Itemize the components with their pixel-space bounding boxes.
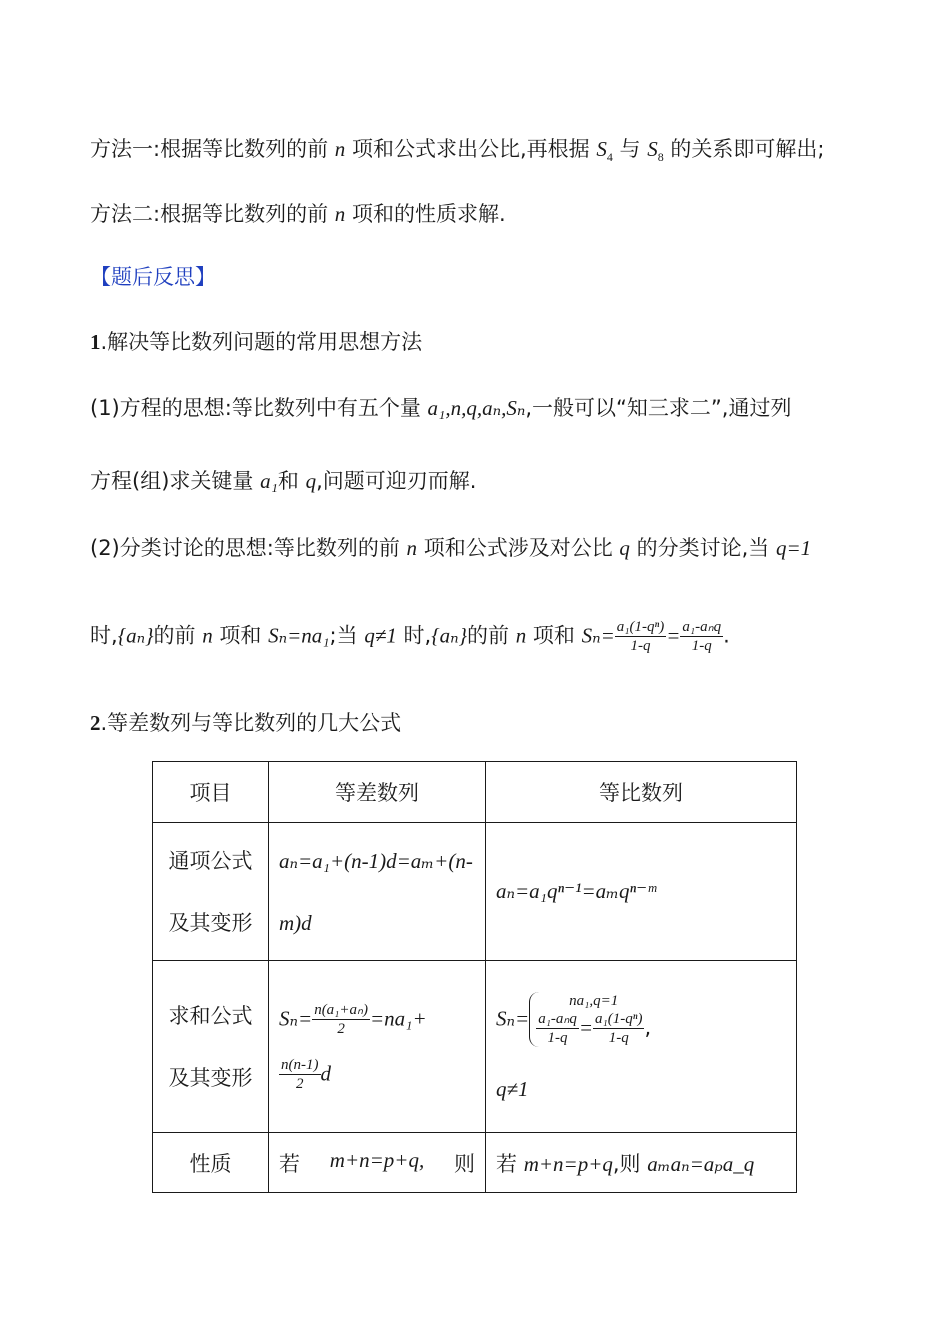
method-two: 方法二:根据等比数列的前 n 项和的性质求解. [90, 202, 506, 226]
header-geometric: 等比数列 [486, 762, 797, 823]
arith-sum: Sₙ= $\frac{\text{n(a₁+aₙ)}}{2}$ =na₁+ $\frac{n(n-1)}{2}$ d [269, 961, 486, 1133]
header-item: 项目 [153, 762, 269, 823]
reflection-title: 【题后反思】 [90, 265, 216, 289]
case-brace: na₁,q=1 $\frac{\text{a₁-aₙq}}{1-q}$ = $\frac{\text{a₁(1-qⁿ)}}{1-q}$ , [529, 992, 651, 1047]
section-one-title: 1.解决等比数列问题的常用思想方法 [90, 330, 423, 354]
fraction: $\frac{\text{a₁-aₙq}}{1-q}$ [682, 619, 722, 654]
fraction: $\frac{\text{a₁(1-qⁿ)}}{1-q}$ [616, 619, 665, 654]
paragraph-one-line1: (1)方程的思想:等比数列中有五个量 a₁,n,q,aₙ,Sₙ,一般可以“知三求二”,通过列 [90, 396, 792, 420]
table-row [153, 961, 797, 1133]
label-general-term: 通项公式 及其变形 [153, 823, 269, 961]
geo-property: 若 m+n=p+q,则 aₘaₙ=aₚa_q [486, 1133, 797, 1193]
paragraph-two-line1: (2)分类讨论的思想:等比数列的前 n 项和公式涉及对公比 q 的分类讨论,当 q=1 [90, 536, 812, 560]
method-one: 方法一:根据等比数列的前 n 项和公式求出公比,再根据 $S_4$ 与 $S_8$ 的关系即可解出; [90, 137, 825, 165]
header-arithmetic: 等差数列 [269, 762, 486, 823]
var-s4: S [596, 137, 607, 161]
paragraph-two-line2: 时,{aₙ}的前 n 项和 Sₙ=na₁;当 q≠1 时,{aₙ}的前 n 项和 Sₙ= $\frac{\text{a₁(1-qⁿ)}}{1-q}$ = $\frac{\text{a₁-aₙq}}{1-q}$ . [90, 619, 730, 654]
label-property: 性质 [153, 1133, 269, 1193]
var-n: n [334, 137, 346, 161]
paragraph-one-line2: 方程(组)求关键量 a₁和 q,问题可迎刃而解. [90, 469, 477, 493]
geo-general-term: aₙ=a₁qⁿ⁻¹=aₘqⁿ⁻ᵐ [486, 823, 797, 961]
label-sum: 求和公式 及其变形 [153, 961, 269, 1133]
arith-property: 若 m+n=p+q, 则 [269, 1133, 486, 1193]
table-row [153, 1133, 797, 1193]
arith-general-term: aₙ=a₁+(n-1)d=aₘ+(n- m)d [269, 823, 486, 961]
table-row [153, 823, 797, 961]
var-s8: S [647, 137, 658, 161]
formula-table [152, 761, 797, 1193]
geo-sum: Sₙ= na₁,q=1 $\frac{\text{a₁-aₙq}}{1-q}$ = $\frac{\text{a₁(1-qⁿ)}}{1-q}$ , q≠1 [486, 961, 797, 1133]
section-two-title: 2.等差数列与等比数列的几大公式 [90, 711, 402, 735]
table-header-row [153, 762, 797, 823]
